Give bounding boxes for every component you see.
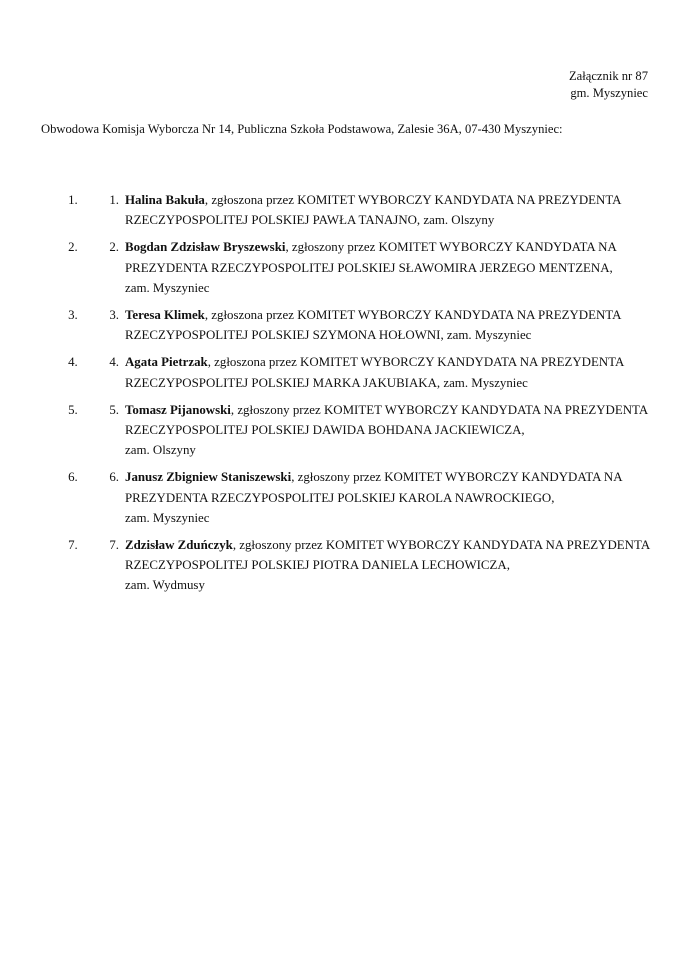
member-name: Tomasz Pijanowski: [125, 402, 231, 417]
member-nomination: , zgłoszona przez KOMITET WYBORCZY KANDYDATA NA PREZYDENTA RZECZYPOSPOLITEJ POLSKIEJ MARKA JAKUBIAKA, zam. Myszyniec: [125, 355, 624, 390]
member-residence: zam. Myszyniec: [125, 280, 210, 295]
member-name: Teresa Klimek: [125, 308, 205, 323]
member-name: Zdzisław Zduńczyk: [125, 538, 233, 553]
document-header: [569, 68, 648, 102]
member-name: Bogdan Zdzisław Bryszewski: [125, 240, 286, 255]
list-item: [81, 305, 651, 345]
member-residence: zam. Wydmusy: [125, 578, 205, 593]
list-item-body: [125, 190, 651, 230]
list-item-body: [125, 352, 651, 392]
member-nomination: , zgłoszona przez KOMITET WYBORCZY KANDYDATA NA PREZYDENTA RZECZYPOSPOLITEJ POLSKIEJ SZYMONA HOŁOWNI, zam. Myszyniec: [125, 308, 621, 343]
member-residence: zam. Myszyniec: [125, 510, 210, 525]
list-item-body: [125, 237, 651, 277]
list-item-number: 4. 4.: [109, 355, 119, 370]
list-item-number: 2. 2.: [109, 240, 119, 255]
list-item-number: 5. 5.: [109, 402, 119, 417]
municipality-name: gm. Myszyniec: [570, 86, 648, 100]
member-nomination: , zgłoszony przez KOMITET WYBORCZY KANDYDATA NA PREZYDENTA RZECZYPOSPOLITEJ POLSKIEJ DAWIDA BOHDANA JACKIEWICZA,: [125, 402, 648, 438]
list-item-number: 6. 6.: [109, 470, 119, 485]
list-item-body: [125, 535, 651, 575]
list-item: [81, 352, 651, 392]
member-nomination: , zgłoszony przez KOMITET WYBORCZY KANDYDATA NA PREZYDENTA RZECZYPOSPOLITEJ POLSKIEJ SŁAWOMIRA JERZEGO MENTZENA,: [125, 240, 617, 275]
list-item-body: [125, 467, 651, 507]
list-item: [81, 535, 651, 596]
list-item: [81, 400, 651, 461]
list-item-number: 1. 1.: [109, 193, 119, 207]
commission-heading: Obwodowa Komisja Wyborcza Nr 14, Publiczna Szkoła Podstawowa, Zalesie 36A, 07-430 Myszyniec:: [41, 122, 563, 136]
list-item-body: [125, 305, 651, 345]
member-nomination: , zgłoszony przez KOMITET WYBORCZY KANDYDATA NA PREZYDENTA RZECZYPOSPOLITEJ POLSKIEJ PIOTRA DANIELA LECHOWICZA,: [125, 538, 650, 573]
list-item-body: [125, 400, 651, 440]
member-nomination: , zgłoszona przez KOMITET WYBORCZY KANDYDATA NA PREZYDENTA RZECZYPOSPOLITEJ POLSKIEJ PAWŁA TANAJNO, zam. Olszyny: [125, 193, 621, 228]
member-residence: zam. Olszyny: [125, 443, 196, 458]
list-item-number: 3. 3.: [109, 308, 119, 323]
list-item: [81, 190, 651, 230]
member-name: Janusz Zbigniew Staniszewski: [125, 470, 292, 485]
list-item: [81, 237, 651, 298]
attachment-number: Załącznik nr 87: [568, 69, 648, 83]
list-item-number: 7. 7.: [109, 538, 119, 553]
list-item: [81, 467, 651, 528]
member-name: Agata Pietrzak: [125, 355, 208, 370]
members-list: [41, 190, 651, 596]
member-name: Halina Bakuła: [125, 193, 205, 207]
member-nomination: , zgłoszony przez KOMITET WYBORCZY KANDYDATA NA PREZYDENTA RZECZYPOSPOLITEJ POLSKIEJ KAROLA NAWROCKIEGO,: [125, 470, 622, 505]
